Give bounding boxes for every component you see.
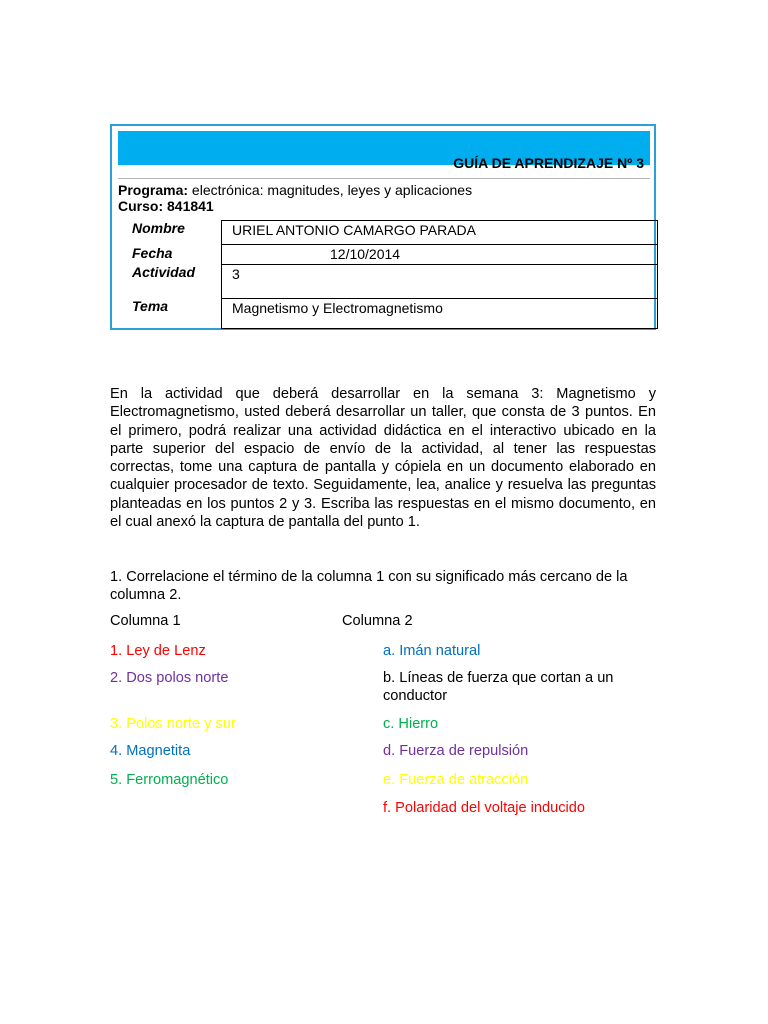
actividad-value: 3 <box>232 266 240 282</box>
question-1: 1. Correlacione el término de la columna 1 con su significado más cercano de la columna 2. <box>110 569 628 604</box>
column-2-item: a. Imán natural <box>383 643 481 659</box>
actividad-label: Actividad <box>132 264 196 280</box>
title-bar <box>118 131 650 171</box>
fecha-cell <box>222 245 657 265</box>
column-1-item: 1. Ley de Lenz <box>110 643 206 659</box>
column-2-item: f. Polaridad del voltaje inducido <box>383 800 586 816</box>
programa-value: electrónica: magnitudes, leyes y aplicaciones <box>191 182 473 198</box>
column-1-item: 5. Ferromagnético <box>110 772 229 788</box>
fecha-label: Fecha <box>132 245 173 261</box>
fecha-value: 12/10/2014 <box>330 246 401 262</box>
curso-line: Curso: 841841 <box>118 198 214 214</box>
nombre-value: URIEL ANTONIO CAMARGO PARADA <box>232 222 477 238</box>
column-1-item: 3. Polos norte y sur <box>110 716 236 732</box>
column-2-item: e. Fuerza de atracción <box>383 772 529 788</box>
programa-line <box>118 182 472 198</box>
tema-label: Tema <box>132 298 169 314</box>
tema-value: Magnetismo y Electromagnetismo <box>232 300 443 316</box>
column-2-item: b. Líneas de fuerza que cortan a un conductor <box>383 670 614 705</box>
info-table <box>221 220 658 329</box>
column-1-item: 2. Dos polos norte <box>110 670 229 686</box>
nombre-cell <box>222 221 657 245</box>
instructions-paragraph: En la actividad que deberá desarrollar en la semana 3: Magnetismo y Electromagnetismo, usted deberá desarrollar un taller, que consta de 3 puntos. En el primero, podrá realizar una actividad didáctica en el interactivo ubicado en la parte superior del espacio de envío de la actividad, al tener las respuestas correctas, tome una captura de pantalla y cópiela en un documento elaborado en cualquier procesador de texto. Seguidamente, lea, analice y resuelva las preguntas planteadas en los puntos 2 y 3. Escriba las respuestas en el mismo documento, en el cual anexó la captura de pantalla del punto 1. <box>110 386 656 531</box>
column-2-item: d. Fuerza de repulsión <box>383 743 529 759</box>
programa-label: Programa: <box>118 182 189 198</box>
actividad-cell <box>222 265 657 299</box>
guide-header-box <box>110 124 656 330</box>
column-1-item: 4. Magnetita <box>110 743 191 759</box>
tema-cell <box>222 299 657 328</box>
guide-title: GUÍA DE APRENDIZAJE Nº 3 <box>453 155 644 171</box>
column-1-header: Columna 1 <box>110 613 181 629</box>
nombre-label: Nombre <box>132 220 185 236</box>
column-2-header: Columna 2 <box>342 613 413 629</box>
column-2-item: c. Hierro <box>383 716 439 732</box>
divider <box>118 178 650 179</box>
